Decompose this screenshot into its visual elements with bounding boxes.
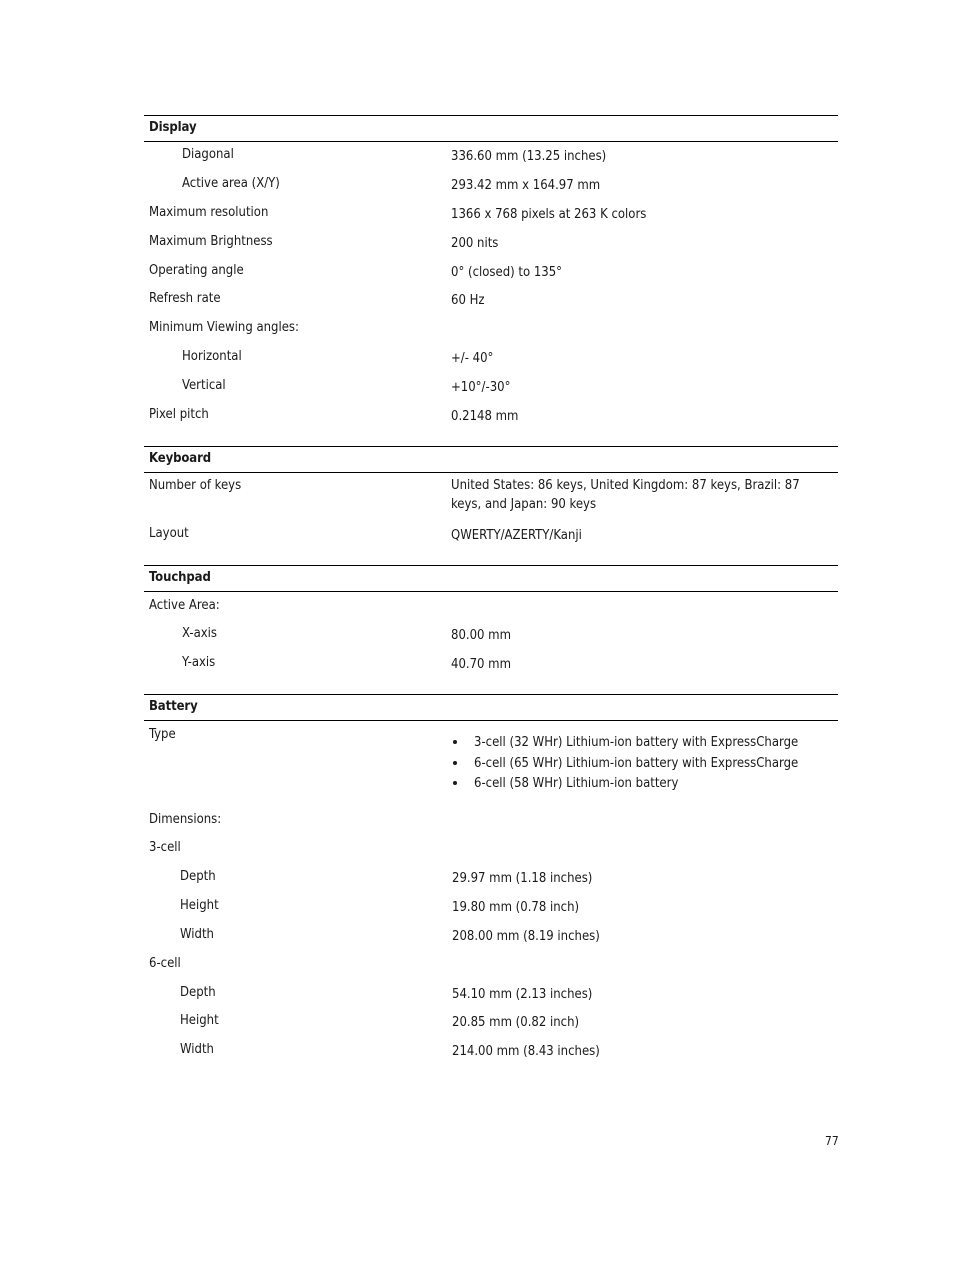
row-label: Horizontal: [182, 349, 242, 364]
list-item: 6-cell (65 WHr) Lithium-ion battery with ExpressCharge: [451, 754, 831, 775]
touchpad-header: [144, 565, 838, 592]
row-label: Y-axis: [182, 655, 216, 670]
display-section: [144, 115, 838, 424]
keyboard-section: [144, 446, 838, 543]
row-value: 40.70 mm: [451, 657, 511, 672]
keyboard-header: [144, 446, 838, 473]
row-value: 20.85 mm (0.82 inch): [452, 1015, 580, 1030]
row-value: 80.00 mm: [451, 628, 511, 643]
row-label: Layout: [149, 526, 189, 541]
row-value: 336.60 mm (13.25 inches): [451, 149, 607, 164]
row-label: Depth: [180, 869, 216, 884]
row-value: 208.00 mm (8.19 inches): [452, 929, 600, 944]
row-value: 214.00 mm (8.43 inches): [452, 1044, 600, 1059]
touchpad-title: Touchpad: [149, 570, 211, 585]
row-label: X-axis: [182, 626, 218, 641]
row-label: Number of keys: [149, 478, 242, 493]
list-item: 3-cell (32 WHr) Lithium-ion battery with ExpressCharge: [451, 733, 831, 754]
row-label: Height: [180, 898, 219, 913]
row-value: 293.42 mm x 164.97 mm: [451, 178, 601, 193]
row-label: Refresh rate: [149, 291, 221, 306]
touchpad-section: [144, 565, 838, 672]
row-label: Depth: [180, 985, 216, 1000]
row-label: Dimensions:: [149, 812, 222, 827]
row-value: +/- 40°: [451, 351, 494, 366]
battery-section: [144, 694, 838, 1059]
row-label: Pixel pitch: [149, 407, 209, 422]
page-number: 77: [825, 1134, 839, 1148]
row-value: QWERTY/AZERTY/Kanji: [451, 528, 582, 543]
row-value: +10°/-30°: [451, 380, 511, 395]
row-value: 54.10 mm (2.13 inches): [452, 987, 593, 1002]
row-label: 3-cell: [149, 840, 181, 855]
row-value: 0.2148 mm: [451, 409, 519, 424]
row-label: 6-cell: [149, 956, 181, 971]
row-value: 29.97 mm (1.18 inches): [452, 871, 593, 886]
display-header: [144, 115, 838, 142]
keyboard-title: Keyboard: [149, 451, 212, 466]
row-value: 200 nits: [451, 236, 499, 251]
row-label: Width: [180, 1042, 214, 1057]
row-label: Maximum resolution: [149, 205, 269, 220]
row-label: Vertical: [182, 378, 226, 393]
row-label: Width: [180, 927, 214, 942]
row-label: Maximum Brightness: [149, 234, 273, 249]
battery-header: [144, 694, 838, 721]
list-item: 6-cell (58 WHr) Lithium-ion battery: [451, 774, 831, 795]
display-title: Display: [149, 120, 197, 135]
row-label: Height: [180, 1013, 219, 1028]
row-label: Minimum Viewing angles:: [149, 320, 299, 335]
row-value: 19.80 mm (0.78 inch): [452, 900, 580, 915]
battery-type-list: [451, 733, 831, 795]
row-value: United States: 86 keys, United Kingdom: 87 keys, Brazil: 87 keys, and Japan: 90 keys: [451, 478, 800, 512]
row-label: Type: [149, 727, 176, 742]
row-label: Operating angle: [149, 263, 244, 278]
row-label: Active area (X/Y): [182, 176, 280, 191]
battery-title: Battery: [149, 699, 198, 714]
row-label: Diagonal: [182, 147, 234, 162]
row-value: 0° (closed) to 135°: [451, 265, 563, 280]
row-value: 60 Hz: [451, 293, 485, 308]
row-label: Active Area:: [149, 598, 220, 613]
row-value: 1366 x 768 pixels at 263 K colors: [451, 207, 647, 222]
